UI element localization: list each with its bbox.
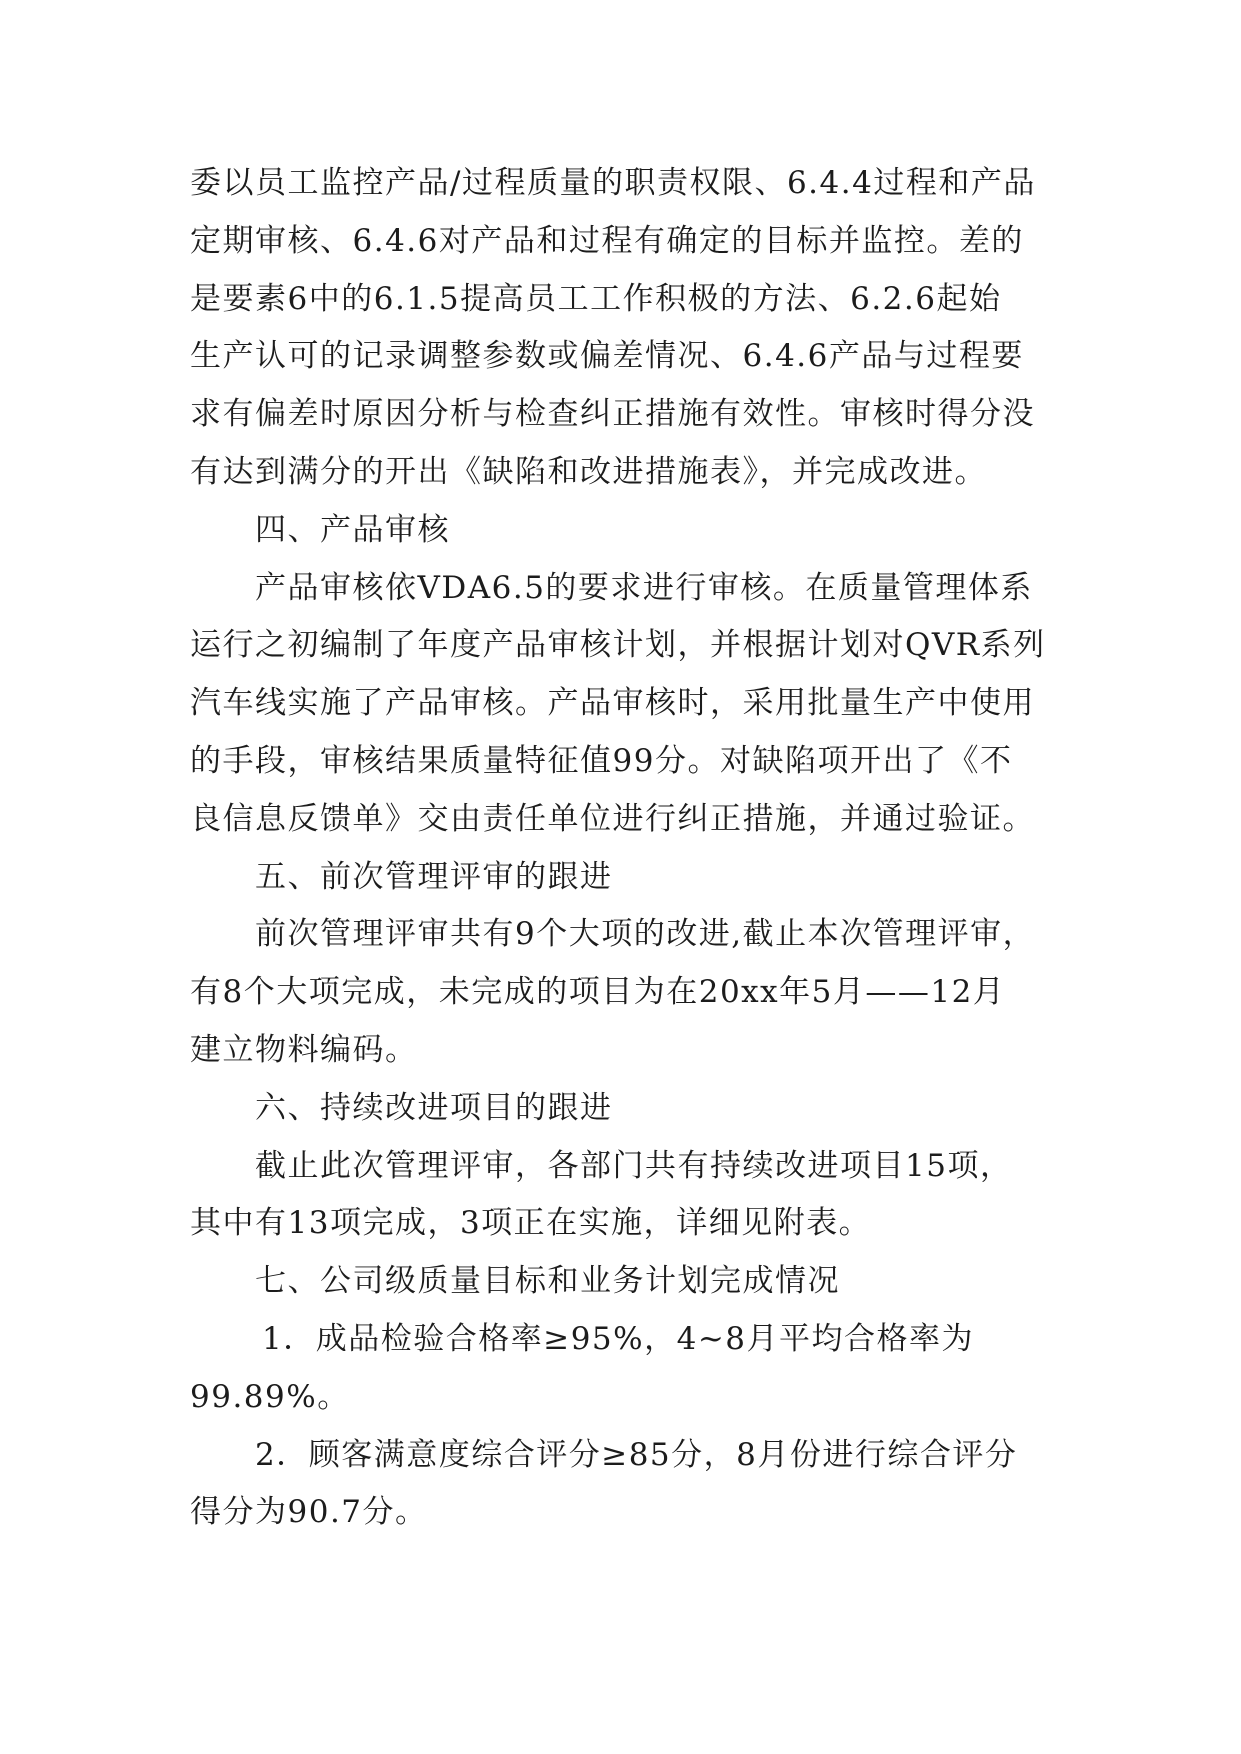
text-line: 是要素6中的6.1.5提高员工工作积极的方法、6.2.6起始 (190, 280, 1002, 317)
list-item-inspection-pass-rate (190, 1311, 1060, 1427)
text-line: 生产认可的记录调整参数或偏差情况、6.4.6产品与过程要 (190, 338, 1024, 375)
paragraph-previous-review (190, 906, 1060, 1079)
document-page (190, 155, 1060, 1542)
text-line: 得分为90.7分。 (190, 1494, 428, 1531)
text-line: 2．顾客满意度综合评分≥85分，8月份进行综合评分 (255, 1436, 1018, 1473)
section-heading-previous-review: 五、前次管理评审的跟进 (255, 858, 613, 895)
text-line: 委以员工监控产品/过程质量的职责权限、6.4.4过程和产品 (190, 165, 1036, 201)
text-line: 求有偏差时原因分析与检查纠正措施有效性。审核时得分没 (190, 396, 1035, 433)
paragraph-audit-results (190, 155, 1060, 502)
text-line: 定期审核、6.4.6对产品和过程有确定的目标并监控。差的 (190, 222, 1024, 259)
paragraph-product-audit (190, 560, 1060, 849)
section-heading-quality-targets: 七、公司级质量目标和业务计划完成情况 (255, 1263, 840, 1300)
text-line: 建立物料编码。 (190, 1031, 418, 1068)
text-line: 前次管理评审共有9个大项的改进,截止本次管理评审， (255, 916, 1036, 953)
list-item-customer-satisfaction (190, 1427, 1060, 1543)
paragraph-continuous-improvement (190, 1138, 1060, 1254)
text-line: 99.89%。 (190, 1378, 350, 1415)
text-line: 截止此次管理评审，各部门共有持续改进项目15项， (255, 1147, 1013, 1184)
section-heading-continuous-improvement: 六、持续改进项目的跟进 (255, 1089, 613, 1126)
text-line: 有达到满分的开出《缺陷和改进措施表》，并完成改进。 (190, 453, 987, 490)
section-heading-product-audit: 四、产品审核 (255, 511, 450, 548)
text-line: 其中有13项完成，3项正在实施，详细见附表。 (190, 1205, 872, 1242)
text-line: 的手段，审核结果质量特征值99分。对缺陷项开出了《不 (190, 742, 1013, 779)
text-line: 有8个大项完成，未完成的项目为在20xx年5月——12月 (190, 974, 1006, 1011)
text-line: 1．成品检验合格率≥95%，4~8月平均合格率为 (262, 1320, 975, 1357)
text-line: 产品审核依VDA6.5的要求进行审核。在质量管理体系 (255, 569, 1033, 606)
text-line: 良信息反馈单》交由责任单位进行纠正措施，并通过验证。 (190, 800, 1035, 837)
text-line: 汽车线实施了产品审核。产品审核时，采用批量生产中使用 (190, 685, 1035, 722)
text-line: 运行之初编制了年度产品审核计划，并根据计划对QVR系列 (190, 627, 1046, 664)
